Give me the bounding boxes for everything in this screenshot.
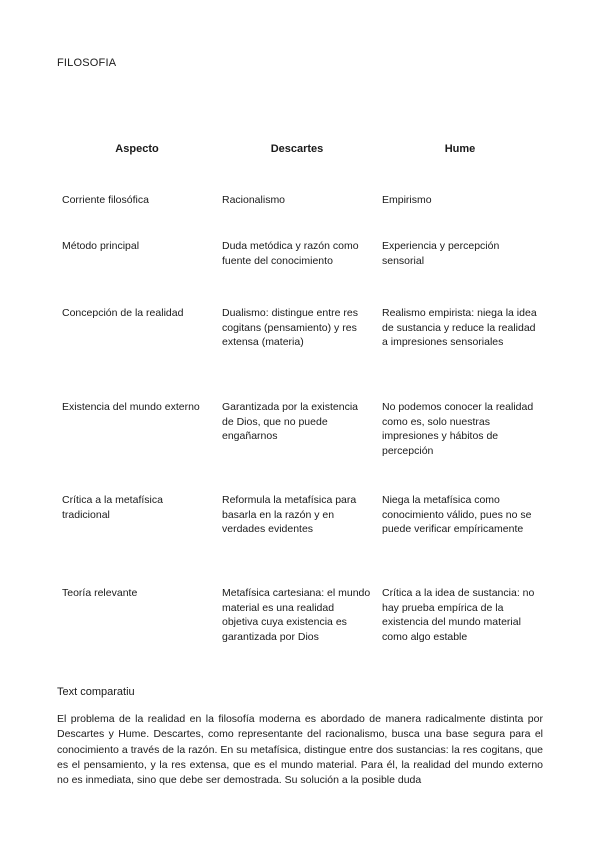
cell-hume: Empirismo (382, 194, 432, 206)
header-aspecto: Aspecto (115, 143, 159, 155)
cell-aspect: Teoría relevante (62, 587, 138, 599)
section-title: Text comparatiu (57, 686, 135, 698)
cell-hume: Experiencia y percepción sensorial (382, 240, 500, 267)
cell-aspect: Concepción de la realidad (62, 307, 184, 319)
cell-descartes: Metafísica cartesiana: el mundo material es una realidad objetiva cuya existencia es garantizada por Dios (222, 587, 371, 643)
table-row (57, 400, 543, 493)
header-descartes: Descartes (270, 143, 324, 155)
table-row (57, 193, 543, 239)
cell-aspect: Crítica a la metafísica tradicional (62, 494, 163, 521)
cell-aspect: Corriente filosófica (62, 194, 149, 206)
cell-aspect: Existencia del mundo externo (62, 401, 200, 413)
header-hume: Hume (444, 143, 476, 155)
body-paragraph: El problema de la realidad en la filosofía moderna es abordado de manera radicalmente distinta por Descartes y Hume. Descartes, como representante del racionalismo, busca una base segura para el conocimiento a través de la razón. En su metafísica, distingue entre dos sustancias: la res cogitans, que es el pensamiento, y la res extensa, que es el mundo material. Para él, la realidad del mundo externo no es inmediata, sino que debe ser demostrada. Su solución a la posible duda (57, 713, 543, 787)
cell-descartes: Dualismo: distingue entre res cogitans (pensamiento) y res extensa (materia) (222, 307, 358, 349)
cell-hume: Realismo empirista: niega la idea de sustancia y reduce la realidad a impresiones sensoriales (382, 307, 537, 349)
cell-hume: Crítica a la idea de sustancia: no hay prueba empírica de la existencia del mundo material como algo estable (382, 587, 535, 643)
cell-descartes: Racionalismo (222, 194, 286, 206)
table-row (57, 586, 543, 664)
cell-aspect: Método principal (62, 240, 140, 252)
table-header-row (57, 143, 543, 193)
cell-descartes: Garantizada por la existencia de Dios, que no puede engañarnos (222, 401, 358, 443)
cell-hume: Niega la metafísica como conocimiento válido, pues no se puede verificar empíricamente (382, 494, 532, 536)
cell-hume: No podemos conocer la realidad como es, solo nuestras impresiones y hábitos de percepción (382, 401, 534, 457)
table-row (57, 493, 543, 586)
comparison-table (57, 143, 543, 664)
page-title: FILOSOFIA (57, 57, 117, 69)
cell-descartes: Duda metódica y razón como fuente del conocimiento (222, 240, 359, 267)
table-row (57, 306, 543, 400)
cell-descartes: Reformula la metafísica para basarla en la razón y en verdades evidentes (222, 494, 357, 536)
table-row (57, 239, 543, 306)
